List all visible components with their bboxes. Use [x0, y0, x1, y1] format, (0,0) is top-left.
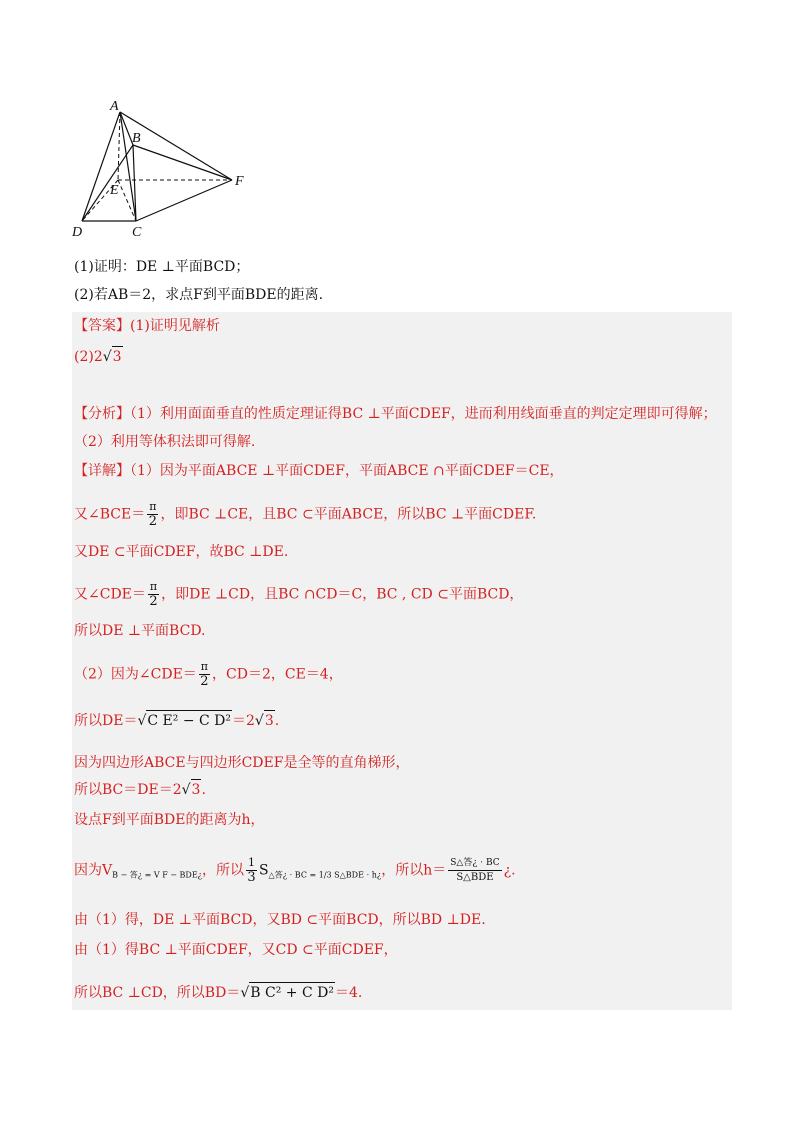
detail-line-6-post: ，CD＝2，CE＝4，: [212, 666, 343, 683]
detail-line-14-radicand: B C² + C D²: [249, 982, 335, 1003]
detail-line-9-pre: 所以BC＝DE＝2: [74, 782, 182, 798]
detail-line-4-post: ，即DE ⊥CD，且BC ∩CD＝C，BC , CD ⊂平面BCD，: [161, 586, 524, 603]
fraction-den: 2: [149, 594, 158, 609]
detail-line-5: 所以DE ⊥平面BCD.: [74, 623, 206, 639]
detail-line-6-pre: （2）因为∠CDE＝: [74, 666, 197, 683]
label-c: C: [132, 225, 142, 240]
detail-line-11: [74, 856, 516, 886]
detail-line-11-sub: B − 答¿ = V F − BDE¿: [112, 870, 202, 880]
answer-part2: (2)2√3: [74, 346, 123, 367]
detail-line-11-sub2: △答¿ ⋅ BC = 1/3 S△BDE ⋅ h¿: [268, 870, 382, 880]
fraction-pi-2: [147, 500, 158, 529]
detail-line-13: 由（1）得BC ⊥平面CDEF，又CD ⊂平面CDEF，: [74, 942, 398, 958]
detail-line-10: 设点F到平面BDE的距离为h，: [74, 812, 265, 828]
fraction-num: π: [149, 580, 158, 593]
detail-line-6: [74, 660, 343, 689]
detail-line-14-pre: 所以BC ⊥CD，所以BD＝: [74, 985, 241, 1001]
answer-heading: 【答案】(1)证明见解析: [74, 318, 220, 334]
label-e: E: [110, 183, 119, 198]
detail-line-11-e: ¿.: [503, 862, 516, 879]
detail-line-7-post: ＝2: [232, 713, 255, 729]
detail-line-2-post: ，即BC ⊥CE，且BC ⊂平面ABCE，所以BC ⊥平面CDEF.: [160, 506, 537, 523]
detail-line-9: 所以BC＝DE＝2√3.: [74, 779, 206, 800]
fraction-one-third: [246, 856, 257, 885]
detail-line-11-a: 因为V: [74, 862, 113, 879]
label-b: B: [132, 131, 141, 146]
detail-line-8: 因为四边形ABCE与四边形CDEF是全等的直角梯形，: [74, 755, 410, 771]
detail-line-7-pre: 所以DE＝: [74, 713, 138, 729]
detail-line-11-d: ，所以h＝: [381, 862, 447, 879]
edge-bd: [82, 145, 133, 221]
fraction-h: [448, 856, 501, 885]
detail-line-11-c: S: [258, 862, 269, 879]
detail-line-1: 【详解】（1）因为平面ABCE ⊥平面CDEF，平面ABCE ∩平面CDEF＝CE，: [74, 463, 564, 479]
question-1: (1)证明：DE ⊥平面BCD；: [74, 259, 250, 275]
label-f: F: [235, 174, 244, 189]
fraction-pi-2: [148, 580, 159, 609]
detail-line-4: [74, 580, 523, 609]
detail-line-12: 由（1）得，DE ⊥平面BCD，又BD ⊂平面BCD，所以BD ⊥DE.: [74, 912, 486, 928]
fraction-num: π: [200, 660, 209, 673]
detail-line-7: 所以DE＝√C E² − C D²＝2√3.: [74, 710, 279, 731]
edge-ad: [82, 112, 120, 221]
fraction-den: 2: [200, 674, 209, 689]
detail-line-7-radicand: C E² − C D²: [146, 710, 232, 731]
label-a: A: [110, 99, 119, 114]
detail-line-11-b: ，所以: [201, 862, 244, 879]
detail-line-3: 又DE ⊂平面CDEF，故BC ⊥DE.: [74, 544, 289, 560]
fraction-num: S△答¿ ⋅ BC: [448, 856, 501, 871]
fraction-pi-2: [199, 660, 210, 689]
label-d: D: [72, 225, 83, 240]
analysis-line-1: 【分析】（1）利用面面垂直的性质定理证得BC ⊥平面CDEF，进而利用线面垂直的判定定理即可得解；: [74, 406, 717, 422]
fraction-num: π: [149, 500, 157, 513]
answer-part2-prefix: (2)2: [74, 349, 103, 365]
fraction-den: S△BDE: [456, 872, 494, 883]
detail-line-2-pre: 又∠BCE＝: [74, 506, 146, 523]
detail-line-7-end: 3: [264, 710, 275, 731]
fraction-den: 3: [247, 870, 256, 885]
answer-part2-radicand: 3: [112, 346, 123, 367]
question-2: (2)若AB＝2，求点F到平面BDE的距离.: [74, 287, 324, 303]
detail-line-9-radicand: 3: [191, 779, 202, 800]
geometry-figure: [70, 95, 260, 245]
fraction-num: 1: [247, 856, 255, 869]
detail-line-9-end: .: [201, 782, 206, 798]
edge-ae: [118, 112, 120, 180]
fraction-den: 2: [148, 514, 157, 529]
detail-line-4-pre: 又∠CDE＝: [74, 586, 146, 603]
detail-line-14: 所以BC ⊥CD，所以BD＝√B C² + C D²＝4.: [74, 982, 362, 1003]
edge-cf: [136, 180, 232, 221]
pyramid-diagram: [70, 95, 260, 245]
detail-line-2: [74, 500, 536, 529]
analysis-line-2: （2）利用等体积法即可得解.: [74, 434, 256, 450]
detail-line-14-post: ＝4.: [334, 985, 363, 1001]
